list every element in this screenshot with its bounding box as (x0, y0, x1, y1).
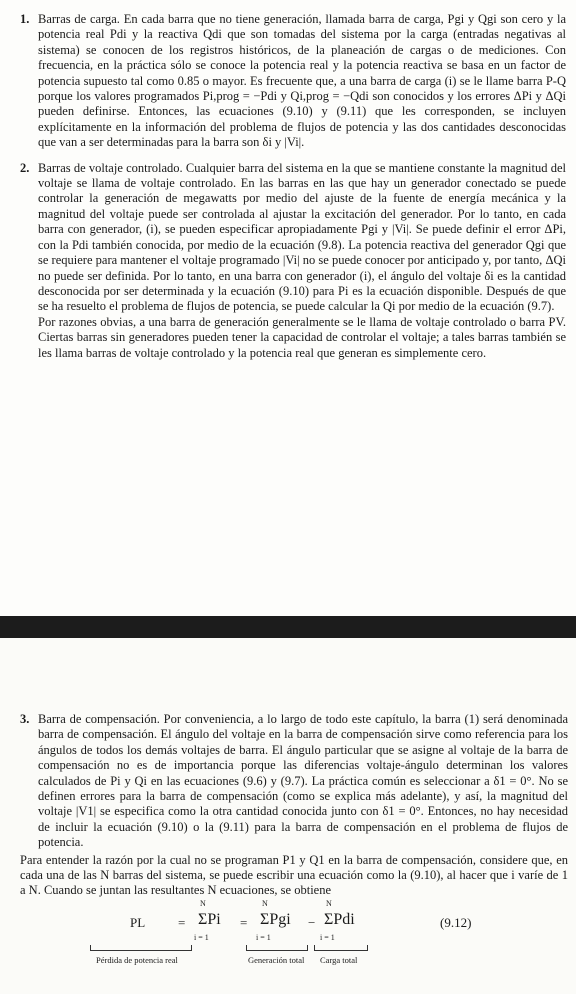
equals-sign: = (178, 914, 186, 930)
sum-upper-limit: N (200, 898, 206, 908)
equation-number: (9.12) (440, 914, 472, 930)
item-number: 1. (20, 12, 30, 26)
sum-upper-limit: N (262, 898, 268, 908)
underbrace-loss (90, 945, 192, 951)
sum-lower-limit: i = 1 (320, 932, 335, 942)
item-continuation: Por razones obvias, a una barra de generación generalmente se le llama de voltaje controlado o barra PV. Ciertas barras sin generadores pueden tener la capacidad de controlar el voltaje; a tales barras también se les llama barras de voltaje controlado y la potencia real que generan es simplemente cero. (38, 314, 566, 360)
item-number: 2. (20, 160, 30, 175)
item-text: Barras de voltaje controlado. Cualquier barra del sistema en la que se mantiene constante la magnitud del voltaje se llama de voltaje controlado. En las barras en las que hay un generador conectado se puede controlar la generación de megawatts por medio del ajuste de la fuente de energía mecánica y la magnitud del voltaje puede ser controlada al ajustar la excitación del generador. Por lo tanto, en cada barra con generador, (i), se pueden especificar apropiadamente Pgi y |Vi|. Se puede definir el error ΔPi, con la Pdi también conocida, por medio de la ecuación (9.8). La potencia reactiva del generador Qgi que se requiere para mantener el voltaje programado |Vi| no se puede conocer por anticipado y, por tanto, ΔQi no puede ser definida. Por lo tanto, en una barra con generador (i), el ángulo del voltaje δi es la cantidad desconocida por ser determinada y la ecuación (9.10) para Pi es la ecuación disponible. Después de que se ha resuelto el problema de flujos de potencia, se puede calcular la Qi por medio de la ecuación (9.7). (38, 160, 566, 314)
item-text: Barras de carga. En cada barra que no tiene generación, llamada barra de carga, Pgi y Qgi son cero y la potencia real Pdi y la reactiva Qdi que son tomadas del sistema por la carga (entradas negativas al sistema) se conocen de los registros históricos, de la planeación de cargas o de mediciones. Con frecuencia, en la práctica sólo se conoce la potencia real y la potencia reactiva se basa en un factor de potencia supuesto tal como 0.85 o mayor. Es frecuente que, a una barra de carga (i) se le llame barra P-Q porque los valores programados Pi,prog = −Pdi y Qi,prog = −Qdi son conocidos y los errores ΔPi y ΔQi pueden definirse. Entonces, las ecuaciones (9.10) y (9.11) que les corresponden, se incluyen explícitamente en la información del problema de flujos de potencia y las dos cantidades desconocidas que van a ser determinadas para la barra son δi y |Vi|. (38, 12, 566, 150)
sum-total-power: ΣPi (198, 910, 221, 928)
lower-page-section (0, 638, 576, 994)
item-number: 3. (20, 712, 30, 726)
equals-sign: = (240, 914, 248, 930)
item-text: Barra de compensación. Por conveniencia, a lo largo de todo este capítulo, la barra (1) será denominada barra de compensación. El ángulo del voltaje en la barra de compensación sirve como referencia para los ángulos de todos los demás voltajes de barra. El ángulo particular que se asigne al voltaje de la barra de compensación no es de importancia porque las diferencias voltaje-ángulo determinan los valores calculados de Pi y Qi en las ecuaciones (9.6) y (9.7). La práctica común es seleccionar a δ1 = 0°. No se definen errores para la barra de compensación (como se explica más adelante), y así, la magnitud del voltaje |V1| se especifica como la otra cantidad conocida junto con δ1 = 0°. Entonces, no hay necesidad de incluir la ecuación (9.10) o la (9.11) para la barra de compensación en el problema de flujos de potencia. (38, 712, 568, 850)
sum-lower-limit: i = 1 (194, 932, 209, 942)
sum-lower-limit: i = 1 (256, 932, 271, 942)
sum-load: ΣPdi (324, 910, 355, 928)
label-total-generation: Generación total (248, 954, 305, 965)
equation-lhs: PL (130, 914, 146, 930)
label-real-power-loss: Pérdida de potencia real (96, 954, 178, 965)
label-total-load: Carga total (320, 954, 358, 965)
sum-upper-limit: N (326, 898, 332, 908)
underbrace-generation (246, 945, 308, 951)
equation-9-12 (20, 898, 568, 969)
underbrace-load (314, 945, 368, 951)
list-item-slack-bus (20, 712, 568, 851)
minus-sign: − (308, 914, 316, 930)
sum-generation: ΣPgi (260, 910, 291, 928)
body-paragraph: Para entender la razón por la cual no se programan P1 y Q1 en la barra de compensación, considere que, en cada una de las N barras del sistema, se puede escribir una ecuación como la (9.10), al hacer que i varíe de 1 a N. Cuando se juntan las resultantes N ecuaciones, se obtiene (20, 852, 568, 898)
list-item-load-bus (20, 12, 566, 151)
list-item-voltage-controlled-bus (20, 161, 566, 315)
page-break-band (0, 616, 576, 638)
